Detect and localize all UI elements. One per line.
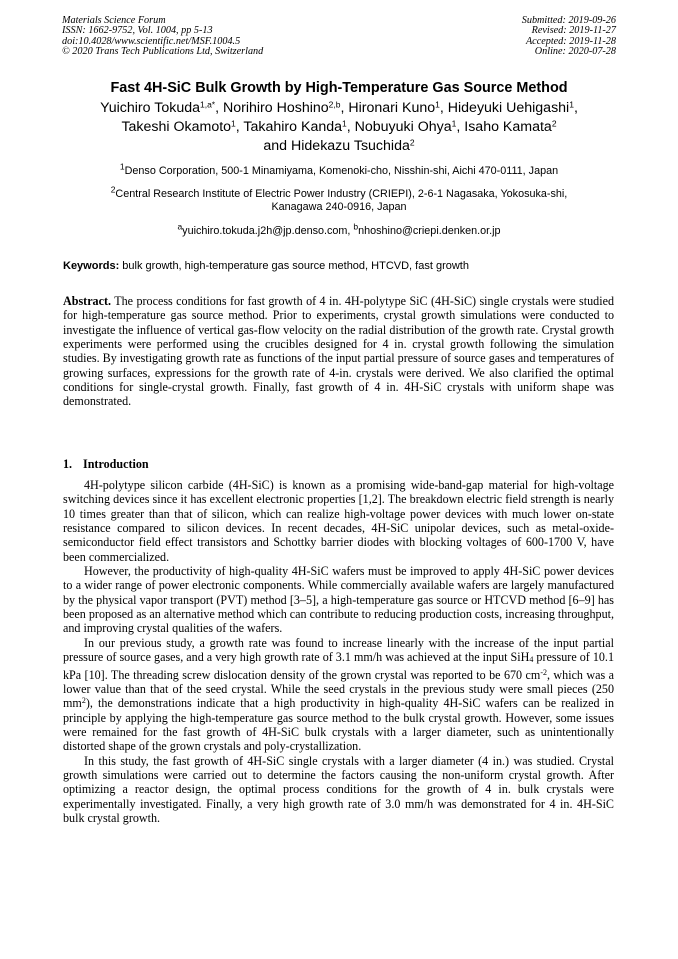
author-affiliation-mark: 1 — [451, 118, 457, 129]
keywords-label: Keywords: — [63, 260, 120, 272]
email-mark: a — [177, 221, 183, 232]
journal-name: Materials Science Forum — [62, 15, 166, 26]
author-list — [40, 99, 638, 157]
paragraph-text: In our previous study, a growth rate was found to increase linearly with the increase of the input partial pressure of source gases, and a very high growth rate of 3.1 mm/h was achieved at the input SiH — [63, 635, 614, 665]
author-separator: , — [235, 119, 244, 136]
superscript: -2 — [540, 667, 547, 677]
author-name: Nobuyuki Ohya — [354, 119, 452, 136]
contact-emails — [40, 221, 638, 238]
introduction-body — [63, 478, 614, 825]
author-line-1 — [40, 99, 638, 118]
author-separator: , — [215, 100, 223, 116]
author-name: Yuichiro Tokuda — [100, 100, 200, 116]
author-affiliation-mark: 1 — [569, 99, 574, 110]
author-name: and Hidekazu Tsuchida — [263, 138, 410, 155]
affiliation-text-cont: Kanagawa 240-0916, Japan — [271, 201, 407, 213]
author-separator: , — [340, 100, 349, 116]
email-mark: b — [353, 221, 359, 232]
affiliation-2 — [40, 184, 638, 214]
author-name: Takeshi Okamoto — [121, 119, 232, 136]
author-name: Takahiro Kanda — [243, 119, 343, 136]
author-name: Isaho Kamata — [464, 119, 552, 136]
affiliation-mark: 2 — [110, 184, 116, 195]
section-heading — [63, 457, 149, 472]
paragraph: However, the productivity of high-quality 4H-SiC wafers must be improved to apply 4H-SiC power devices to a wider range of power electronic components. While commercially available wafers are largely manufactured by the physical vapor transport (PVT) method [3–5], a high-temperature gas source or HTCVD method [6–9] has been proposed as an alternative method which can contribute to reducing production costs, increasing throughput, and improving crystal qualities of the wafers. — [63, 564, 614, 636]
section-number: 1. — [63, 457, 73, 471]
affiliation-text: Central Research Institute of Electric Power Industry (CRIEPI), 2-6-1 Nagasaka, Yokosuka-shi, — [115, 188, 568, 200]
author-separator: , — [346, 119, 355, 136]
date-revised: Revised: 2019-11-27 — [531, 25, 616, 37]
author-separator: , — [456, 119, 465, 136]
author-affiliation-mark: 1 — [435, 99, 440, 110]
journal-info — [62, 16, 263, 58]
author-affiliation-mark: 2,b — [328, 99, 341, 110]
affiliation-mark: 1 — [119, 161, 125, 172]
affiliation-text: Denso Corporation, 500-1 Minamiyama, Komenoki-cho, Nisshin-shi, Aichi 470-0111, Japan — [124, 165, 559, 177]
section-title: Introduction — [83, 457, 149, 471]
paper-title: Fast 4H-SiC Bulk Growth by High-Temperature Gas Source Method — [110, 80, 568, 96]
date-online: Online: 2020-07-28 — [534, 46, 616, 58]
email-separator: , — [347, 225, 354, 237]
date-accepted: Accepted: 2019-11-28 — [525, 35, 616, 47]
paragraph — [63, 636, 614, 754]
author-line-2 — [40, 118, 638, 137]
email-link[interactable]: nhoshino@criepi.denken.or.jp — [358, 225, 501, 237]
publication-dates — [522, 16, 616, 58]
affiliation-1 — [40, 161, 638, 178]
author-separator: , — [439, 100, 448, 116]
author-affiliation-mark: 1 — [342, 118, 347, 129]
paragraph-text: pressure of 10.1 kPa [10]. The threading screw dislocation density of the grown crystal was reported to be 670 cm — [63, 650, 614, 682]
paragraph-text: ), the demonstrations indicate that a high productivity in high-quality 4H-SiC wafers can be realized in principle by applying the high-temperature gas source method to the bulk crystal growth. However, some issues were remained for the fast growth of 4H-SiC bulk crystals with a larger diameter, such as unintentionally distorted shape of the grown crystals and poly-crystallization. — [63, 696, 614, 754]
journal-copyright: © 2020 Trans Tech Publications Ltd, Switzerland — [62, 46, 264, 58]
author-name: Hideyuki Uehigashi — [447, 100, 570, 116]
author-affiliation-mark: 2 — [409, 137, 415, 148]
paragraph-text: , which was a lower value than that of the seed crystal. While the seed crystals in the previous study were small pieces (250 mm — [63, 667, 614, 711]
superscript: 2 — [81, 696, 86, 706]
keywords — [63, 260, 469, 273]
author-name: Norihiro Hoshino — [223, 100, 329, 116]
date-submitted: Submitted: 2019-09-26 — [521, 15, 616, 26]
paragraph: 4H-polytype silicon carbide (4H-SiC) is known as a promising wide-band-gap material for high-voltage switching devices since it has excellent electronic properties [1,2]. The breakdown electric field strength is nearly 10 times greater than that of silicon, which can realize high-voltage power devices with much lower on-state resistance compared to silicon devices. In recent decades, 4H-SiC unipolar devices, such as metal-oxide-semiconductor field effect transistors and Schottky barrier diodes with blocking voltages of 600-1700 V, have been commercialized. — [63, 478, 614, 564]
author-name: Hironari Kuno — [348, 100, 436, 116]
journal-doi: doi:10.4028/www.scientific.net/MSF.1004.5 — [62, 35, 241, 47]
author-line-3 — [40, 137, 638, 156]
author-separator: , — [573, 100, 578, 116]
author-affiliation-mark: 1,a* — [199, 99, 216, 110]
abstract — [63, 294, 614, 409]
journal-issn: ISSN: 1662-9752, Vol. 1004, pp 5-13 — [62, 25, 213, 37]
abstract-label: Abstract. — [63, 294, 112, 308]
email-link[interactable]: yuichiro.tokuda.j2h@jp.denso.com — [182, 225, 348, 237]
keywords-text: bulk growth, high-temperature gas source method, HTCVD, fast growth — [119, 260, 469, 272]
paragraph: In this study, the fast growth of 4H-SiC single crystals with a larger diameter (4 in.) was studied. Crystal growth simulations were carried out to determine the factors causing the non-uniform crystal growth. After optimizing a reactor design, the optimal process conditions for the growth of 4 in. bulk crystals were experimentally investigated. Finally, a very high growth rate of 3.0 mm/h was demonstrated for 4 in. 4H-SiC bulk crystal growth. — [63, 753, 614, 826]
subscript: 4 — [529, 655, 534, 665]
author-affiliation-mark: 1 — [231, 118, 236, 129]
abstract-text: The process conditions for fast growth of 4 in. 4H-polytype SiC (4H-SiC) single crystals were studied for high-temperature gas source method. Prior to experiments, crystal growth simulations were conducted to investigate the influence of vertical gas-flow velocity on the radial distribution of the growth rate. Crystal growth experiments were performed using the crucibles designed for 4 in. crystal growth following the simulation studies. By investigating growth rate as functions of the input partial pressure of source gases and temperatures of growing surfaces, expressions for the growth rate of 4-in. crystals were derived. We also clarified the optimal conditions for single-crystal growth. Finally, fast growth of 4 in. 4H-SiC crystals with uniform shape was demonstrated. — [63, 294, 614, 409]
author-affiliation-mark: 2 — [551, 118, 557, 129]
